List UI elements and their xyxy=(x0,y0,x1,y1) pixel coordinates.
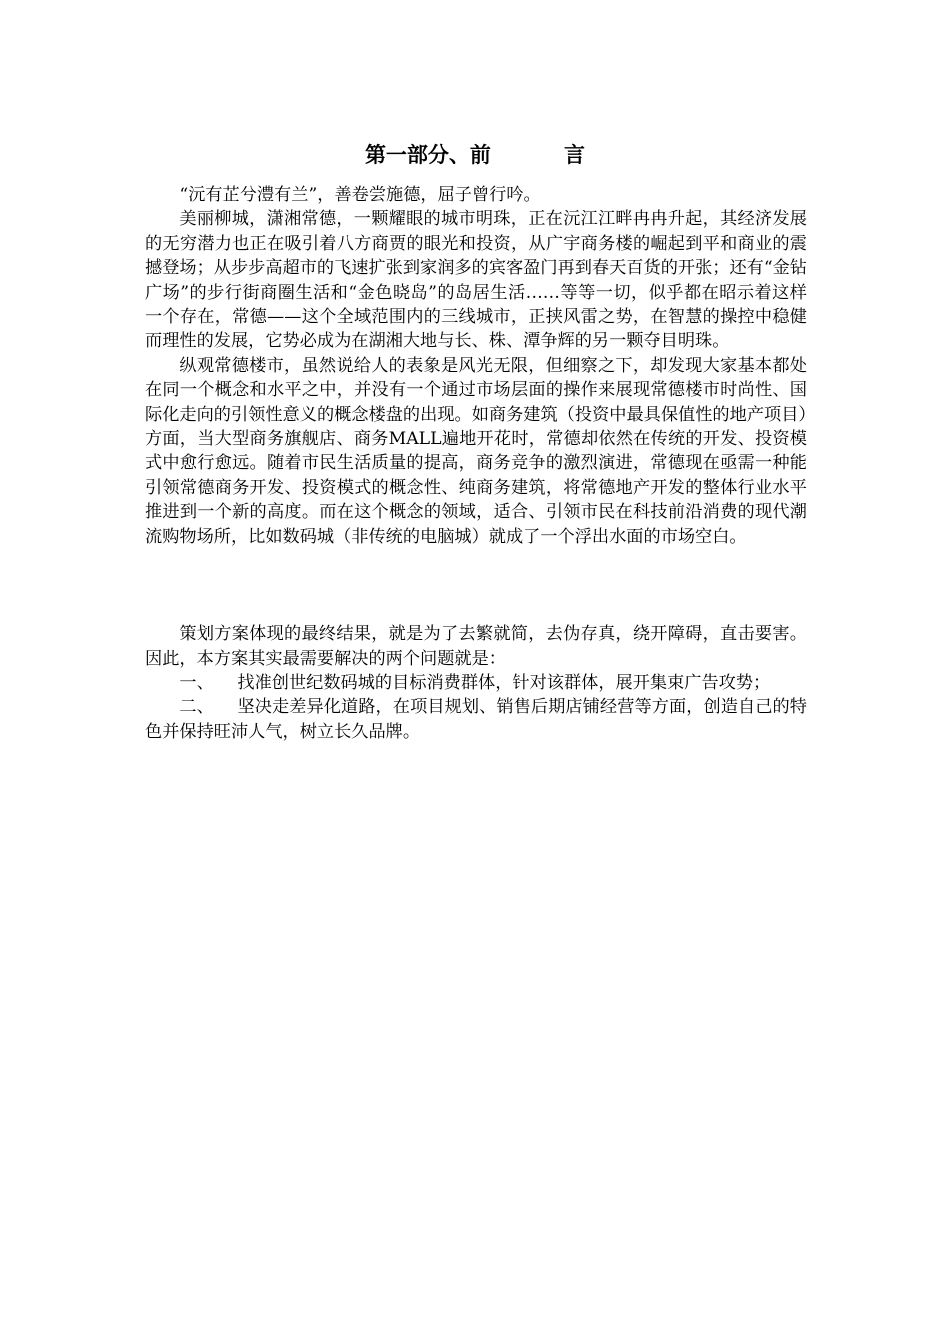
issue-number: 二、 xyxy=(179,697,214,718)
issue-text: 找准创世纪数码城的目标消费群体，针对该群体，展开集束广告攻势； xyxy=(237,672,771,693)
paragraph-summary: 策划方案体现的最终结果，就是为了去繁就简，去伪存真，绕开障碍，直击要害。因此，本方案其实最需要解决的两个问题就是： xyxy=(145,624,807,669)
issue-number: 一、 xyxy=(179,672,214,693)
paragraph-market-analysis: 纵观常德楼市，虽然说给人的表象是风光无限，但细察之下，却发现大家基本都处在同一个概念和水平之中，并没有一个通过市场层面的操作来展现常德楼市时尚性、国际化走向的引领性意义的概念楼盘的出现。如商务建筑（投资中最具保值性的地产项目）方面，当大型商务旗舰店、商务MALL遍地开花时，常德却依然在传统的开发、投资模式中愈行愈远。随着市民生活质量的提高，商务竞争的激烈演进，常德现在亟需一种能引领常德商务开发、投资模式的概念性、纯商务建筑，将常德地产开发的整体行业水平推进到一个新的高度。而在这个概念的领域，适合、引领市民在科技前沿消费的现代潮流购物场所，比如数码城（非传统的电脑城）就成了一个浮出水面的市场空白。 xyxy=(145,355,807,547)
paragraph-city-intro: 美丽柳城，潇湘常德，一颗耀眼的城市明珠，正在沅江江畔冉冉升起，其经济发展的无穷潜力也正在吸引着八方商贾的眼光和投资，从广宇商务楼的崛起到平和商业的震撼登场；从步步高超市的飞速扩张到家润多的宾客盈门再到春天百货的开张；还有“金钻广场”的步行街商圈生活和“金色晓岛”的岛居生活……等等一切，似乎都在昭示着这样一个存在，常德——这个全域范围内的三线城市，正挟风雷之势，在智慧的操控中稳健而理性的发展，它势必成为在湖湘大地与长、株、潭争辉的另一颗夺目明珠。 xyxy=(145,209,807,352)
issue-text: 坚决走差异化道路，在项目规划、销售后期店铺经营等方面，创造自己的特色并保持旺沛人气，树立长久品牌。 xyxy=(145,697,807,742)
paragraph-spacer xyxy=(145,549,807,622)
paragraph-quote: “沅有芷兮澧有兰”，善卷尝施德，屈子曾行吟。 xyxy=(179,185,541,205)
issue-item-2 xyxy=(145,695,807,744)
document-body xyxy=(145,183,807,744)
issue-item-1 xyxy=(145,671,807,695)
page-title: 第一部分、前 言 xyxy=(364,143,586,167)
